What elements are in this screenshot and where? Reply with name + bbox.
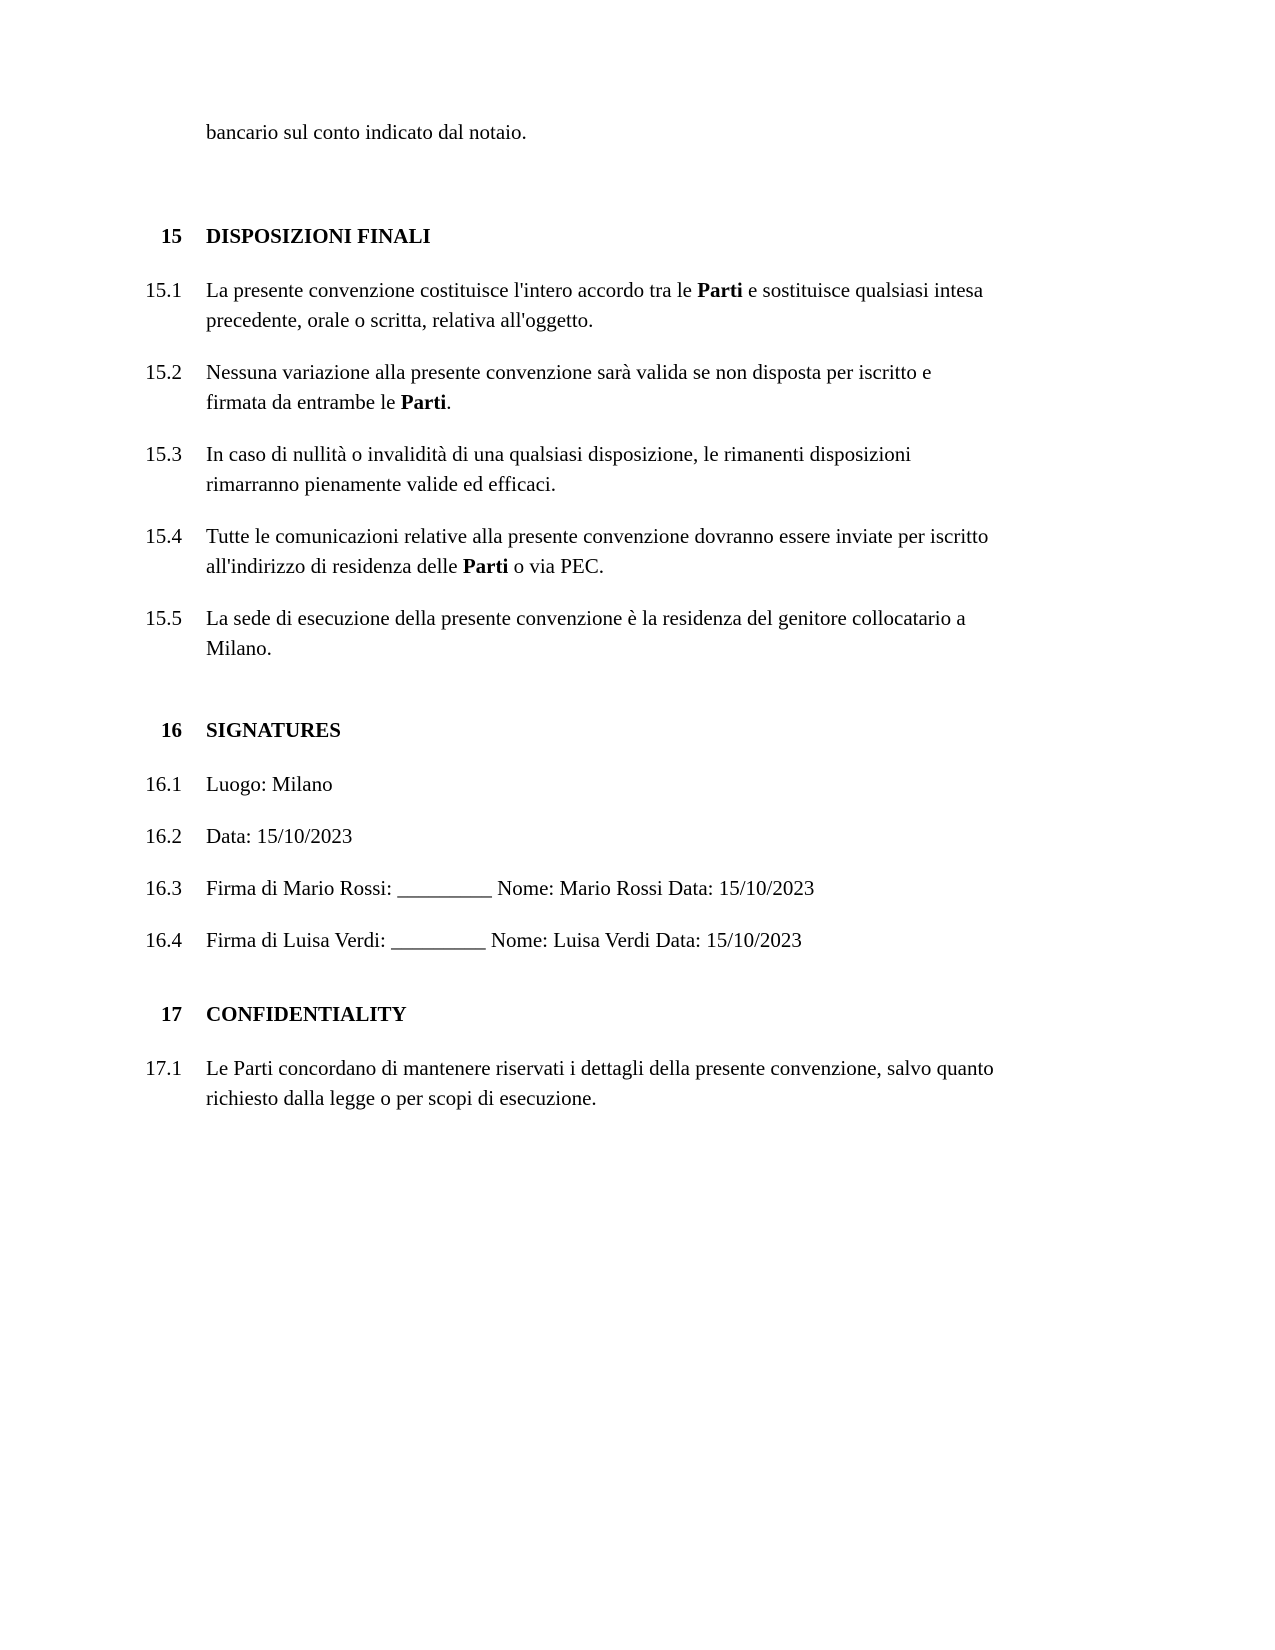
section-heading-15 bbox=[136, 221, 1217, 251]
clause-text bbox=[206, 925, 1217, 955]
clause-16-1 bbox=[136, 769, 1217, 799]
clause-number: 17.1 bbox=[145, 1056, 182, 1080]
clause-16-3 bbox=[136, 873, 1217, 903]
clause-segment: Firma di Mario Rossi: _________ Nome: Mario Rossi Data: 15/10/2023 bbox=[206, 876, 815, 900]
clause-line bbox=[206, 603, 1217, 633]
clause-16-4 bbox=[136, 925, 1217, 955]
clause-segment: all'indirizzo di residenza delle bbox=[206, 554, 463, 578]
clause-number: 15.1 bbox=[145, 278, 182, 302]
clause-number: 15.2 bbox=[145, 360, 182, 384]
clause-15-4 bbox=[136, 521, 1217, 581]
clause-15-5 bbox=[136, 603, 1217, 663]
clause-line bbox=[206, 469, 1217, 499]
clause-segment: Milano. bbox=[206, 636, 272, 660]
clause-line bbox=[206, 275, 1217, 305]
clause-line bbox=[206, 821, 1217, 851]
clause-line bbox=[206, 633, 1217, 663]
clause-line bbox=[206, 305, 1217, 335]
bold-term: Parti bbox=[462, 554, 509, 578]
clause-segment: o via PEC. bbox=[508, 554, 604, 578]
section-title: DISPOSIZIONI FINALI bbox=[206, 224, 431, 248]
clause-text bbox=[206, 873, 1217, 903]
clause-segment: Data: 15/10/2023 bbox=[206, 824, 353, 848]
section-heading-16 bbox=[136, 715, 1217, 745]
clause-text bbox=[206, 821, 1217, 851]
section-number: 16 bbox=[161, 718, 182, 742]
clause-text bbox=[206, 603, 1217, 663]
clause-segment: firmata da entrambe le bbox=[206, 390, 401, 414]
clause-number: 15.3 bbox=[145, 442, 182, 466]
section-heading-17 bbox=[136, 999, 1217, 1029]
clause-15-3 bbox=[136, 439, 1217, 499]
clause-line bbox=[206, 1083, 1217, 1113]
bold-term: Parti bbox=[400, 390, 447, 414]
clause-text bbox=[206, 521, 1217, 581]
clause-line bbox=[206, 439, 1217, 469]
clause-text bbox=[206, 439, 1217, 499]
signature-line-luisa-verdi bbox=[206, 925, 1217, 955]
section-number: 17 bbox=[161, 1002, 182, 1026]
clause-line bbox=[206, 357, 1217, 387]
clause-segment: La presente convenzione costituisce l'intero accordo tra le bbox=[206, 278, 698, 302]
clause-16-2 bbox=[136, 821, 1217, 851]
clause-segment: Le Parti concordano di mantenere riservati i dettagli della presente convenzione, salvo quanto bbox=[206, 1056, 994, 1080]
section-title: CONFIDENTIALITY bbox=[206, 1002, 407, 1026]
clause-number: 15.5 bbox=[145, 606, 182, 630]
clause-text bbox=[206, 1053, 1217, 1113]
clause-segment: Tutte le comunicazioni relative alla presente convenzione dovranno essere inviate per iscritto bbox=[206, 524, 989, 548]
clause-segment: precedente, orale o scritta, relativa all'oggetto. bbox=[206, 308, 594, 332]
clause-number: 15.4 bbox=[145, 524, 182, 548]
clause-segment: Nessuna variazione alla presente convenzione sarà valida se non disposta per iscritto e bbox=[206, 360, 932, 384]
clause-number: 16.1 bbox=[145, 772, 182, 796]
section-title: SIGNATURES bbox=[206, 718, 341, 742]
signature-line-mario-rossi bbox=[206, 873, 1217, 903]
clause-line bbox=[206, 551, 1217, 581]
clause-line bbox=[206, 769, 1217, 799]
clause-15-1 bbox=[136, 275, 1217, 335]
bold-term: Parti bbox=[697, 278, 743, 302]
clause-segment: richiesto dalla legge o per scopi di esecuzione. bbox=[206, 1086, 597, 1110]
clause-segment: e sostituisce qualsiasi intesa bbox=[742, 278, 984, 302]
clause-segment: . bbox=[446, 390, 452, 414]
clause-segment: Luogo: Milano bbox=[206, 772, 333, 796]
clause-17-1 bbox=[136, 1053, 1217, 1113]
clause-number: 16.4 bbox=[145, 928, 182, 952]
clause-line bbox=[206, 1053, 1217, 1083]
clause-line bbox=[206, 387, 1217, 417]
continuation-paragraph: bancario sul conto indicato dal notaio. bbox=[206, 120, 527, 144]
clause-text bbox=[206, 769, 1217, 799]
clause-text bbox=[206, 275, 1217, 335]
clause-text bbox=[206, 357, 1217, 417]
clause-15-2 bbox=[136, 357, 1217, 417]
clause-segment: La sede di esecuzione della presente convenzione è la residenza del genitore collocatario a bbox=[206, 606, 966, 630]
clause-segment: rimarranno pienamente valide ed efficaci. bbox=[206, 472, 557, 496]
clause-segment: Firma di Luisa Verdi: _________ Nome: Luisa Verdi Data: 15/10/2023 bbox=[206, 928, 802, 952]
clause-number: 16.2 bbox=[145, 824, 182, 848]
clause-number: 16.3 bbox=[145, 876, 182, 900]
clause-segment: In caso di nullità o invalidità di una qualsiasi disposizione, le rimanenti disposizioni bbox=[206, 442, 912, 466]
clause-line bbox=[206, 521, 1217, 551]
section-number: 15 bbox=[161, 224, 182, 248]
